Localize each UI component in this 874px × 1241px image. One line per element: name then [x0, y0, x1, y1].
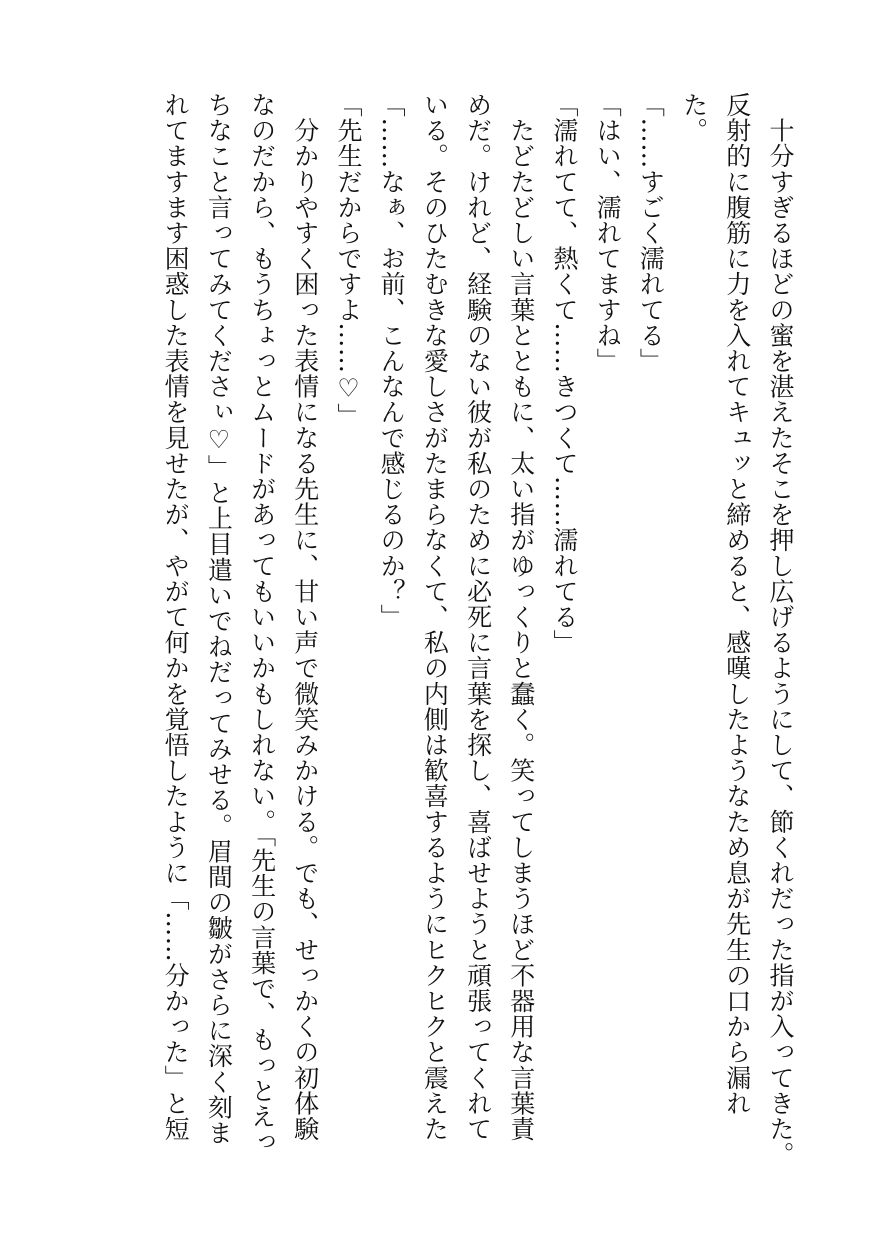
dialogue-line: 「先生だからですよ……♡」 [333, 92, 363, 429]
dialogue-line: 「……なぁ、お前、こんなんで感じるのか？」 [377, 92, 407, 630]
dialogue-line: 「はい、濡れてますね」 [593, 92, 623, 374]
text-line: た。 [679, 92, 709, 144]
dialogue-line: 「……すごく濡れてる」 [636, 92, 666, 374]
text-line: 反射的に腹筋に力を入れてキュッと締めると、感嘆したようなため息が先生の口から漏れ [722, 92, 752, 1116]
vertical-text-body [154, 92, 802, 1167]
dialogue-line: 「濡れてて、熱くて……きつくて……濡れてる」 [549, 92, 579, 656]
text-line: 十分すぎるほどの蜜を湛えたそこを押し広げるようにして、節くれだった指が入ってきた。 [766, 92, 795, 1168]
text-line: れてますます困惑した表情を見せたが、やがて何かを覚悟したように「……分かった」と短 [161, 92, 191, 1142]
text-line: なのだから、もうちょっとムードがあってもいいかもしれない。「先生の言葉で、もっとえっ [247, 92, 277, 1155]
text-line: たどたどしい言葉とともに、太い指がゆっくりと蠢く。笑ってしまうほど不器用な言葉責 [506, 92, 536, 1142]
text-line: めだ。けれど、経験のない彼が私のために必死に言葉を探し、喜ばせようと頑張ってくれて [463, 92, 493, 1142]
text-line: 分かりやすく困った表情になる先生に、甘い声で微笑みかける。でも、せっかくの初体験 [290, 92, 320, 1142]
text-line: いる。そのひたむきな愛しさがたまらなくて、私の内側は歓喜するようにヒクヒクと震えた [420, 92, 450, 1142]
text-line: ちなこと言ってみてくださぃ♡」と上目遣いでねだってみせる。眉間の皺がさらに深く刻ま [204, 92, 234, 1146]
